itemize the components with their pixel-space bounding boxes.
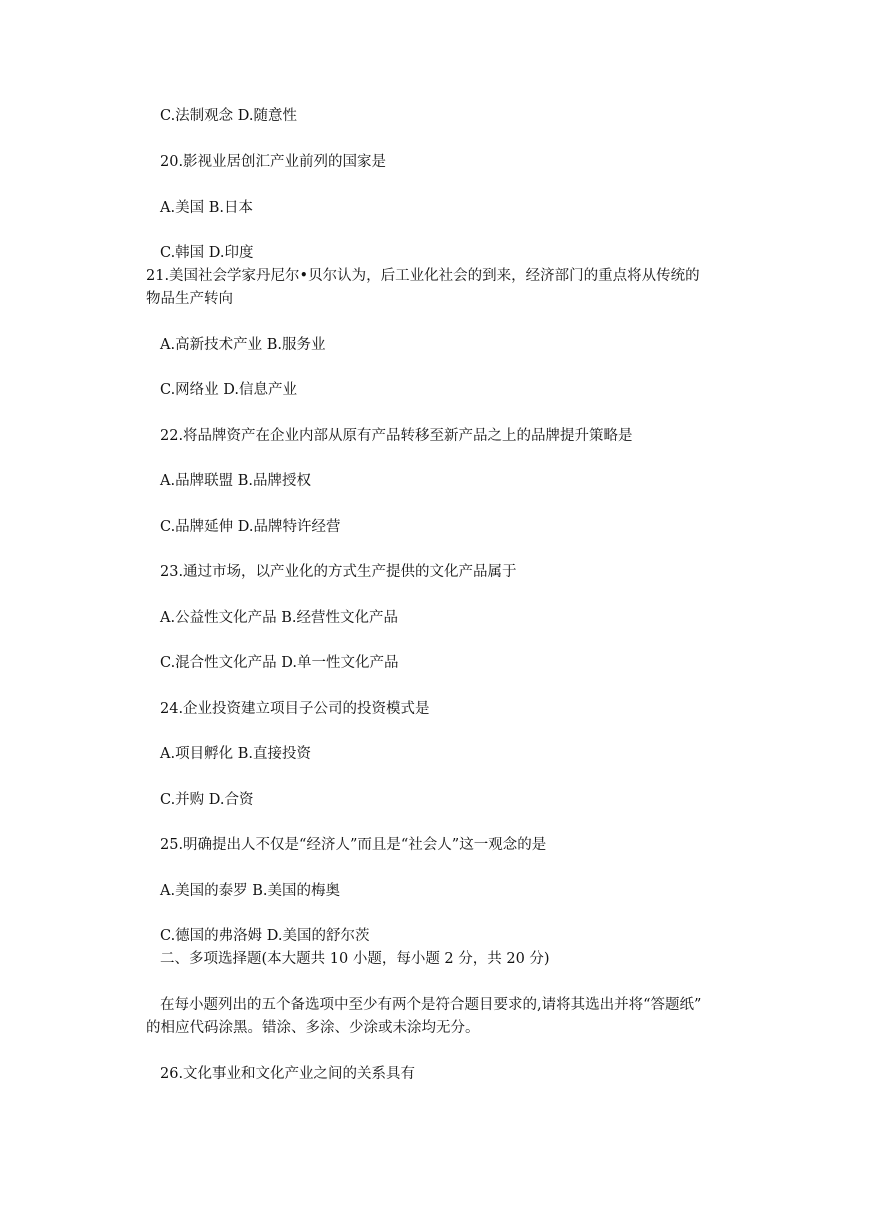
q22-options-ab: A.品牌联盟 B.品牌授权 xyxy=(160,473,311,489)
q19-options-cd: C.法制观念 D.随意性 xyxy=(160,108,298,124)
q22-stem: 22.将品牌资产在企业内部从原有产品转移至新产品之上的品牌提升策略是 xyxy=(160,428,633,444)
q21-options-cd: C.网络业 D.信息产业 xyxy=(160,382,298,398)
q20-options-cd: C.韩国 D.印度 xyxy=(160,245,254,261)
q24-stem: 24.企业投资建立项目子公司的投资模式是 xyxy=(160,701,430,717)
section2-instructions-line1: 在每小题列出的五个备选项中至少有两个是符合题目要求的,请将其选出并将“答题纸” xyxy=(160,997,702,1013)
q25-options-cd: C.德国的弗洛姆 D.美国的舒尔茨 xyxy=(160,928,370,944)
q22-options-cd: C.品牌延伸 D.品牌特许经营 xyxy=(160,519,341,535)
q26-stem: 26.文化事业和文化产业之间的关系具有 xyxy=(160,1066,416,1082)
q21-stem-line2: 物品生产转向 xyxy=(146,291,233,307)
section2-instructions-line2: 的相应代码涂黑。错涂、多涂、少涂或未涂均无分。 xyxy=(146,1020,480,1036)
q25-options-ab: A.美国的泰罗 B.美国的梅奥 xyxy=(160,883,340,899)
q20-stem: 20.影视业居创汇产业前列的国家是 xyxy=(160,154,387,170)
q24-options-ab: A.项目孵化 B.直接投资 xyxy=(160,746,311,762)
q23-options-cd: C.混合性文化产品 D.单一性文化产品 xyxy=(160,655,399,671)
q20-options-ab: A.美国 B.日本 xyxy=(160,200,253,216)
section2-heading: 二、多项选择题(本大题共 10 小题，每小题 2 分，共 20 分) xyxy=(160,951,550,967)
q21-stem-line1: 21.美国社会学家丹尼尔•贝尔认为，后工业化社会的到来，经济部门的重点将从传统的 xyxy=(146,268,700,284)
q23-options-ab: A.公益性文化产品 B.经营性文化产品 xyxy=(160,610,398,626)
q25-stem: 25.明确提出人不仅是“经济人”而且是“社会人”这一观念的是 xyxy=(160,837,547,853)
q21-options-ab: A.高新技术产业 B.服务业 xyxy=(160,337,326,353)
q23-stem: 23.通过市场，以产业化的方式生产提供的文化产品属于 xyxy=(160,564,517,580)
q24-options-cd: C.并购 D.合资 xyxy=(160,792,254,808)
